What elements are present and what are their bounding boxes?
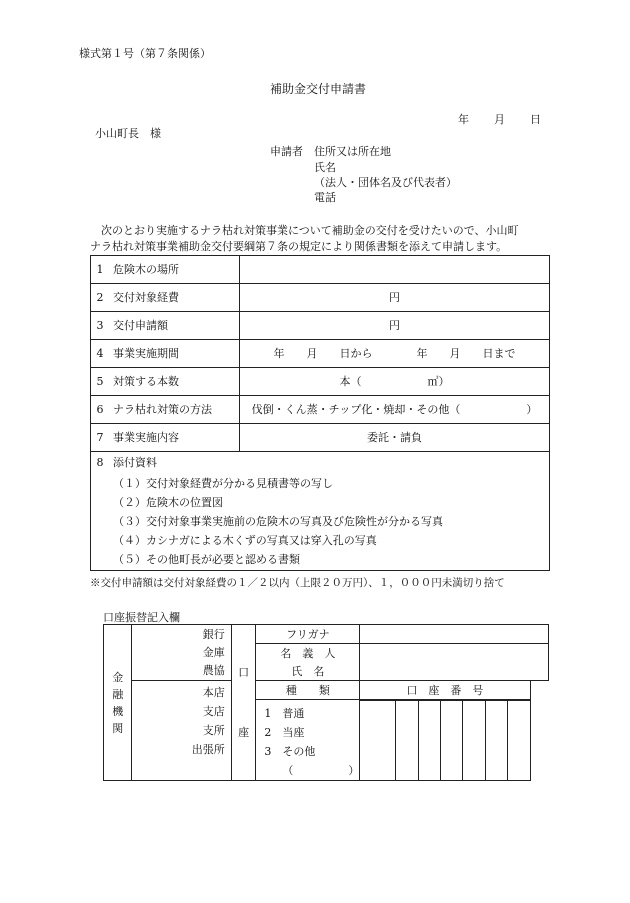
eligible-cost-field[interactable]: 円 [240, 284, 550, 312]
table-row [91, 452, 550, 571]
tree-count-field[interactable]: 本（ ㎥） [240, 368, 550, 396]
account-holder-field[interactable] [360, 644, 549, 681]
row-label-cell: 3 交付申請額 [91, 312, 240, 340]
branch-type-office: 出張所 [191, 743, 225, 756]
date-day-label: 日 [530, 113, 541, 126]
attachment-item: （４）カシナガによる木くずの写真又は穿入孔の写真 [113, 534, 377, 547]
table-row [91, 368, 550, 396]
account-digit-box[interactable] [441, 701, 463, 781]
account-type-label: 種 類 [256, 681, 360, 700]
date-month-label: 月 [494, 113, 505, 126]
applicant-name-label: 氏名 [314, 161, 336, 174]
applicant-phone-label: 電話 [314, 191, 336, 204]
attachment-item: （１）交付対象経費が分かる見積書等の写し [113, 477, 333, 490]
table-row [91, 424, 550, 452]
form-number: 様式第１号（第７条関係） [79, 47, 211, 60]
row-label-cell: 2 交付対象経費 [91, 284, 240, 312]
institution-type-ja: 農協 [202, 663, 225, 677]
intro-line-2: ナラ枯れ対策事業補助金交付要綱第７条の規定により関係書類を添えて申請します。 [90, 240, 508, 253]
application-table [90, 255, 550, 571]
institution-type-bank: 銀行 [202, 627, 225, 641]
row-label-cell: 5 対策する本数 [91, 368, 240, 396]
account-digit-box[interactable] [485, 701, 507, 781]
bank-transfer-table [103, 624, 549, 781]
method-field[interactable]: 伐倒・くん蒸・チップ化・焼却・その他（ ） [240, 396, 550, 424]
account-type-other[interactable]: 3 その他 [264, 745, 316, 758]
table-row [91, 284, 550, 312]
table-row [91, 312, 550, 340]
period-field[interactable]: 年 月 日から 年 月 日まで [240, 340, 550, 368]
attachment-item: （３）交付対象事業実施前の危険木の写真及び危険性が分かる写真 [113, 515, 443, 528]
implementation-field[interactable]: 委託・請負 [240, 424, 550, 452]
requested-amount-field[interactable]: 円 [240, 312, 550, 340]
footnote: ※交付申請額は交付対象経費の１／２以内（上限２０万円）、１，０００円未満切り捨て [90, 577, 505, 589]
row-label-cell: 4 事業実施期間 [91, 340, 240, 368]
account-type-current[interactable]: 2 当座 [264, 726, 305, 739]
applicant-label: 申請者 [270, 145, 303, 158]
table-row [91, 340, 550, 368]
institution-type-shinkin: 金庫 [202, 645, 225, 659]
account-digit-box[interactable] [463, 701, 485, 781]
account-digit-box[interactable] [360, 701, 396, 781]
account-type-options [256, 700, 360, 781]
attachment-item: （２）危険木の位置図 [113, 496, 223, 509]
location-field[interactable] [240, 256, 550, 284]
table-row [91, 396, 550, 424]
applicant-address-label: 住所又は所在地 [314, 145, 391, 158]
page-title: 補助金交付申請書 [270, 82, 367, 96]
attachments-cell [91, 452, 550, 571]
row-label-cell: 1 危険木の場所 [91, 256, 240, 284]
branch-name-field[interactable] [132, 681, 231, 781]
account-digit-box[interactable] [418, 701, 440, 781]
attachment-item: （５）その他町長が必要と認める書類 [113, 553, 300, 566]
date-year-label: 年 [458, 113, 469, 126]
table-row [91, 256, 550, 284]
furigana-label: フリガナ [256, 625, 360, 644]
account-number-label: 口 座 番 号 [360, 681, 530, 700]
addressee: 小山町長 様 [95, 127, 161, 140]
branch-type-main: 本店 [202, 686, 225, 699]
account-digit-box[interactable] [508, 701, 530, 781]
account-holder-label: 名 義 人 [256, 644, 360, 663]
financial-institution-label: 金 融 機 関 [104, 625, 132, 781]
branch-type-branch: 支店 [202, 705, 225, 718]
account-type-other-field[interactable]: （ ） [282, 764, 360, 777]
attachments-heading: 8 添付資料 [96, 456, 157, 469]
intro-line-1: 次のとおり実施するナラ枯れ対策事業について補助金の交付を受けたいので、小山町 [90, 224, 519, 237]
institution-name-field[interactable] [132, 625, 231, 681]
furigana-field[interactable] [360, 625, 549, 644]
applicant-name-note: （法人・団体名及び代表者） [314, 176, 457, 189]
holder-name-label: 氏 名 [256, 662, 360, 681]
account-digit-box[interactable] [396, 701, 418, 781]
row-label-cell: 7 事業実施内容 [91, 424, 240, 452]
branch-type-sub-branch: 支所 [202, 724, 225, 737]
account-type-ordinary[interactable]: 1 普通 [264, 707, 305, 720]
row-label-cell: 6 ナラ枯れ対策の方法 [91, 396, 240, 424]
bank-section-heading: 口座振替記入欄 [103, 611, 180, 624]
account-label: 口 座 [231, 625, 256, 781]
